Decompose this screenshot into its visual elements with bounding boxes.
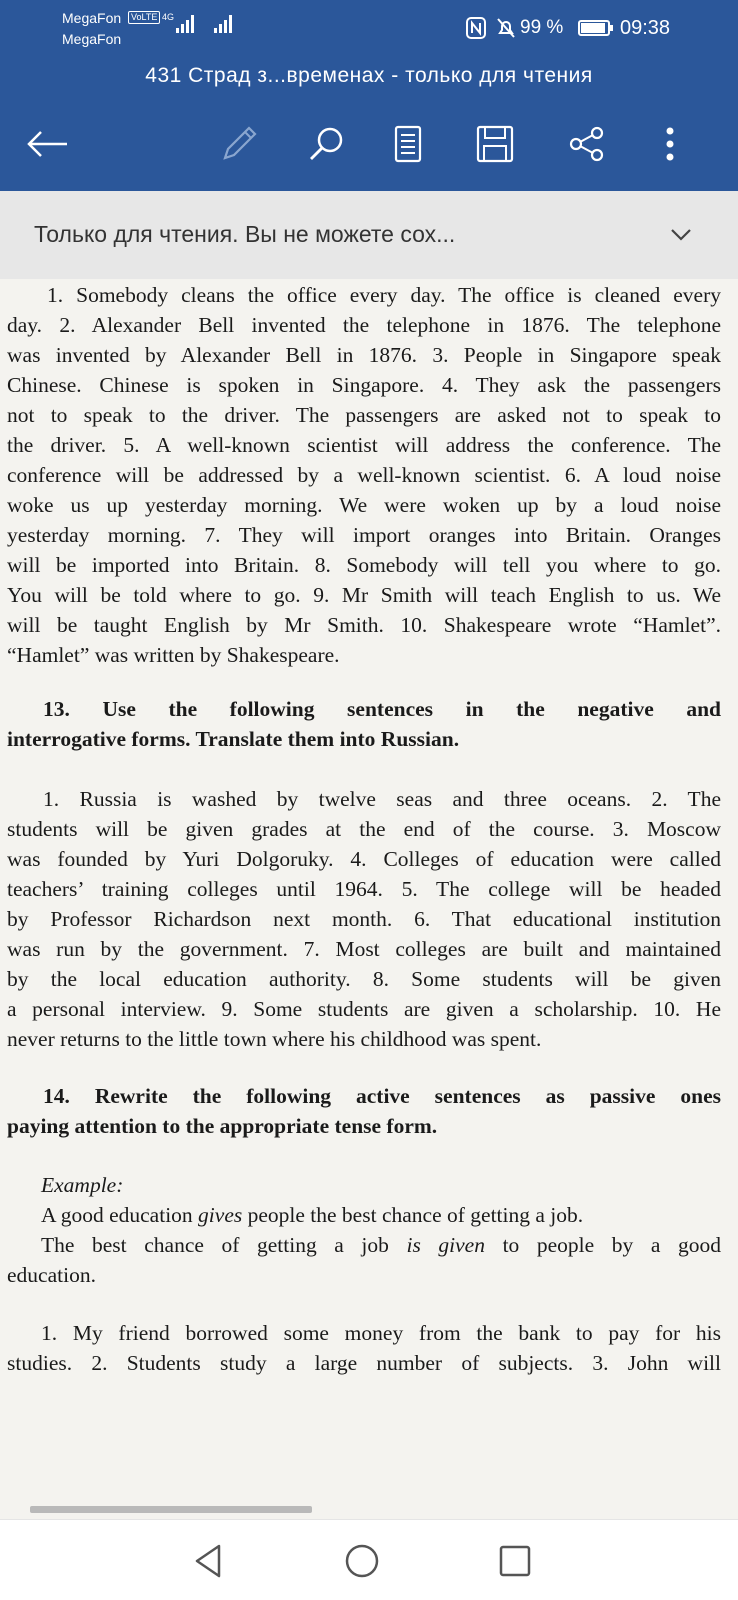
- signal-icon: [213, 14, 235, 34]
- text-line: a personal interview. 9. Some students are given a scholarship. 10. He: [7, 997, 721, 1021]
- task-14-heading: [7, 1081, 721, 1141]
- document-title: 431 Страд з...временах - только для чтения: [145, 64, 593, 87]
- share-icon: [567, 124, 607, 164]
- battery-icon: [578, 20, 610, 36]
- task-13-heading: [7, 694, 721, 754]
- text-line: by the local education authority. 8. Some students will be given: [7, 967, 721, 991]
- reading-view-button[interactable]: [383, 116, 433, 172]
- text-line: conference will be addressed by a well-known scientist. 6. A loud noise: [7, 463, 721, 487]
- text-line: interrogative forms. Translate them into Russian.: [7, 727, 460, 751]
- status-bar: [0, 0, 738, 52]
- horizontal-scrollbar[interactable]: [30, 1506, 312, 1513]
- back-triangle-icon: [192, 1543, 224, 1579]
- recents-square-icon: [498, 1544, 532, 1578]
- example-label: Example:: [41, 1173, 124, 1197]
- text-line: “Hamlet” was written by Shakespeare.: [7, 643, 340, 667]
- text-fragment: The best chance of getting a job: [41, 1233, 407, 1257]
- text-line: yesterday morning. 7. They will import oranges into Britain. Oranges: [7, 523, 721, 547]
- search-icon: [306, 124, 346, 164]
- emphasized-verb: is given: [406, 1233, 485, 1257]
- back-arrow-icon: [25, 129, 69, 159]
- text-line: Chinese. Chinese is spoken in Singapore. 4. They ask the passengers: [7, 373, 721, 397]
- search-button[interactable]: [301, 116, 351, 172]
- text-line: not to speak to the driver. The passengers are asked not to speak to: [7, 403, 721, 427]
- carrier-primary: MegaFon: [62, 10, 122, 26]
- text-line: You will be told where to go. 9. Mr Smith will teach English to us. We: [7, 583, 721, 607]
- text-line: paying attention to the appropriate tense form.: [7, 1114, 438, 1138]
- text-line: will be taught English by Mr Smith. 10. Shakespeare wrote “Hamlet”.: [7, 613, 721, 637]
- more-icon: [664, 124, 676, 164]
- text-fragment: people the best chance of getting a job.: [242, 1203, 584, 1227]
- text-line: never returns to the little town where his childhood was spent.: [7, 1027, 542, 1051]
- example-passive-line: [7, 1230, 721, 1260]
- pencil-icon: [219, 124, 259, 164]
- example-block: [7, 1170, 721, 1290]
- text-line: studies. 2. Students study a large number of subjects. 3. John will: [7, 1351, 721, 1375]
- app-header: [0, 0, 738, 191]
- text-line: was run by the government. 7. Most colleges are built and maintained: [7, 937, 721, 961]
- text-line: will be imported into Britain. 8. Somebody will tell you where to go.: [7, 553, 721, 577]
- home-circle-icon: [344, 1543, 380, 1579]
- nfc-icon: [466, 17, 486, 39]
- volte-badge: VoLTE: [128, 11, 160, 24]
- text-line: day. 2. Alexander Bell invented the telephone in 1876. The telephone: [7, 313, 721, 337]
- text-line: teachers’ training colleges until 1964. 5. The college will be headed: [7, 877, 721, 901]
- nav-back-button[interactable]: [178, 1520, 238, 1600]
- text-line: 14. Rewrite the following active sentences as passive ones: [43, 1084, 721, 1108]
- toolbar: [0, 116, 738, 172]
- nav-home-button[interactable]: [332, 1520, 392, 1600]
- reading-view-icon: [393, 124, 423, 164]
- text-line: 1. My friend borrowed some money from the bank to pay for his: [41, 1321, 721, 1345]
- network-type: 4G: [162, 12, 175, 22]
- back-button[interactable]: [22, 116, 72, 172]
- text-line: woke us up yesterday morning. We were woken up by a loud noise: [7, 493, 721, 517]
- paragraph-answers: [7, 280, 721, 670]
- text-line: 1. Russia is washed by twelve seas and three oceans. 2. The: [43, 787, 721, 811]
- emphasized-verb: gives: [198, 1203, 243, 1227]
- text-line: education.: [7, 1263, 96, 1287]
- nav-recents-button[interactable]: [485, 1520, 545, 1600]
- example-active-line: [7, 1200, 721, 1230]
- paragraph-task-13: [7, 784, 721, 1054]
- text-line: 1. Somebody cleans the office every day. The office is cleaned every: [47, 283, 721, 307]
- clock: 09:38: [620, 17, 671, 39]
- save-button[interactable]: [470, 116, 520, 172]
- text-line: was invented by Alexander Bell in 1876. 3. People in Singapore speak: [7, 343, 721, 367]
- save-icon: [475, 124, 515, 164]
- signal-icon: [175, 14, 197, 34]
- system-navigation-bar: [0, 1519, 738, 1600]
- more-options-button[interactable]: [645, 116, 695, 172]
- text-line: by Professor Richardson next month. 6. That educational institution: [7, 907, 721, 931]
- chevron-down-icon[interactable]: [666, 219, 696, 249]
- text-line: was founded by Yuri Dolgoruky. 4. Colleges of education were called: [7, 847, 721, 871]
- share-button[interactable]: [562, 116, 612, 172]
- text-line: the driver. 5. A well-known scientist will address the conference. The: [7, 433, 721, 457]
- text-fragment: A good education: [41, 1203, 199, 1227]
- text-line: 13. Use the following sentences in the negative and: [43, 697, 721, 721]
- text-line: students will be given grades at the end of the course. 3. Moscow: [7, 817, 721, 841]
- carrier-secondary: MegaFon: [62, 31, 122, 47]
- readonly-notice-bar[interactable]: [0, 191, 738, 279]
- mute-bell-icon: [496, 17, 516, 39]
- readonly-notice-text: Только для чтения. Вы не можете сох...: [34, 221, 456, 247]
- battery-percent: 99 %: [520, 17, 564, 38]
- edit-button[interactable]: [214, 116, 264, 172]
- document-page[interactable]: [0, 279, 738, 1519]
- paragraph-task-14: [7, 1318, 721, 1378]
- text-fragment: to people by a good: [484, 1233, 721, 1257]
